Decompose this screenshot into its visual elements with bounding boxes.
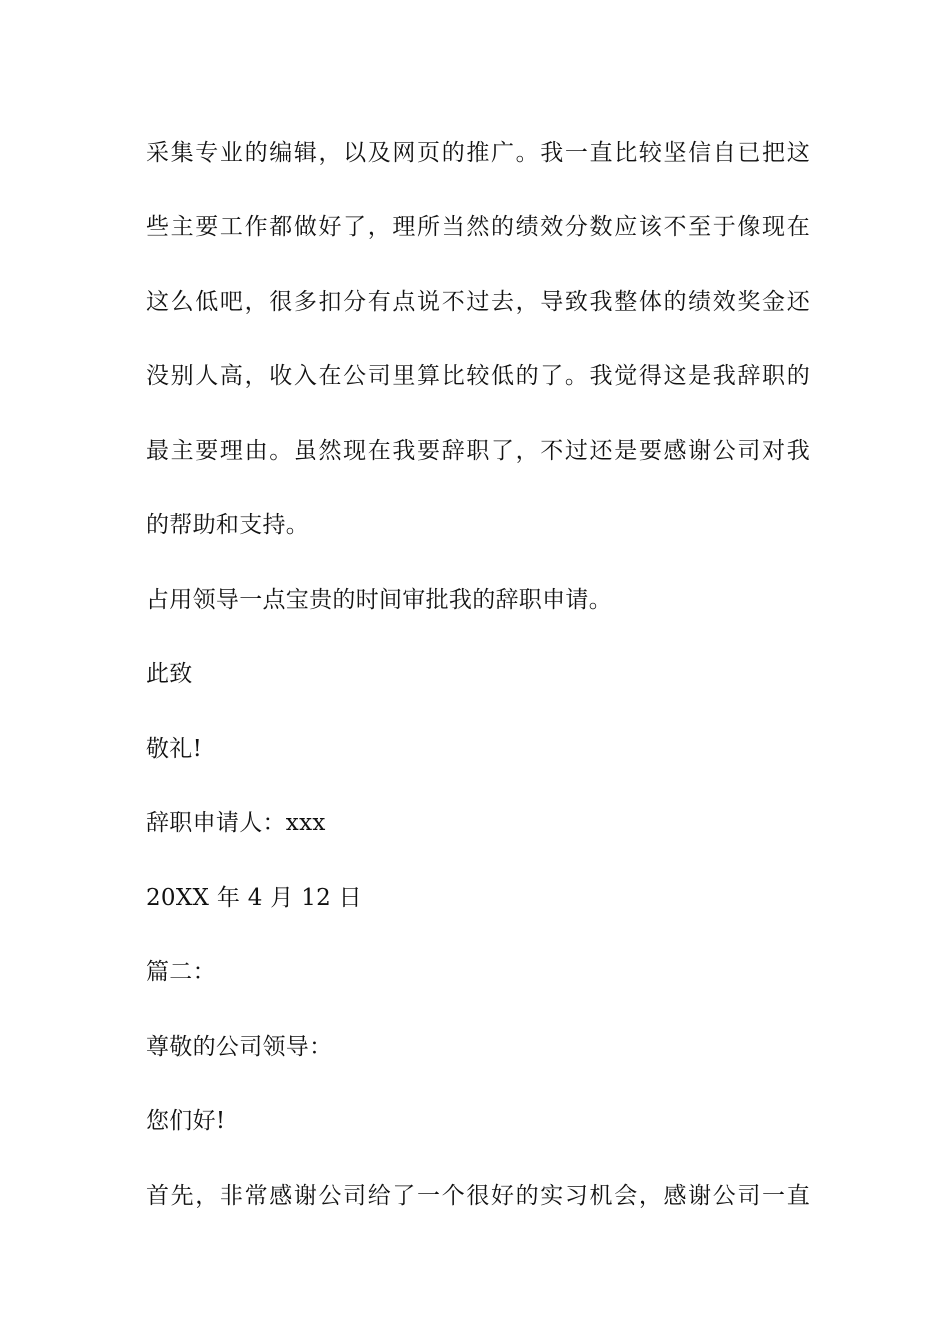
closing-jingli: 敬礼! — [146, 736, 203, 762]
signature-line: 辞职申请人：xxx — [146, 810, 326, 836]
paragraph-line-3: 这么低吧，很多扣分有点说不过去，导致我整体的绩效奖金还 — [146, 289, 810, 315]
paragraph-line-6: 的帮助和支持。 — [146, 512, 310, 538]
paragraph-line-4: 没别人高，收入在公司里算比较低的了。我觉得这是我辞职的 — [146, 363, 810, 389]
date-line: 20XX 年 4 月 12 日 — [146, 885, 362, 911]
salutation: 尊敬的公司领导： — [146, 1034, 333, 1060]
approval-request-text: 占用领导一点宝贵的时间审批我的辞职申请。 — [146, 587, 612, 613]
paragraph-line-2: 些主要工作都做好了，理所当然的绩效分数应该不至于像现在 — [146, 214, 810, 240]
paragraph-line-5: 最主要理由。虽然现在我要辞职了，不过还是要感谢公司对我 — [146, 438, 810, 464]
section-title: 篇二： — [146, 959, 216, 985]
paragraph-line-1: 采集专业的编辑，以及网页的推广。我一直比较坚信自已把这 — [146, 140, 810, 166]
paragraph-line-next: 首先，非常感谢公司给了一个很好的实习机会，感谢公司一直 — [146, 1183, 810, 1209]
closing-cizhi: 此致 — [146, 661, 193, 687]
greeting: 您们好! — [146, 1108, 226, 1134]
